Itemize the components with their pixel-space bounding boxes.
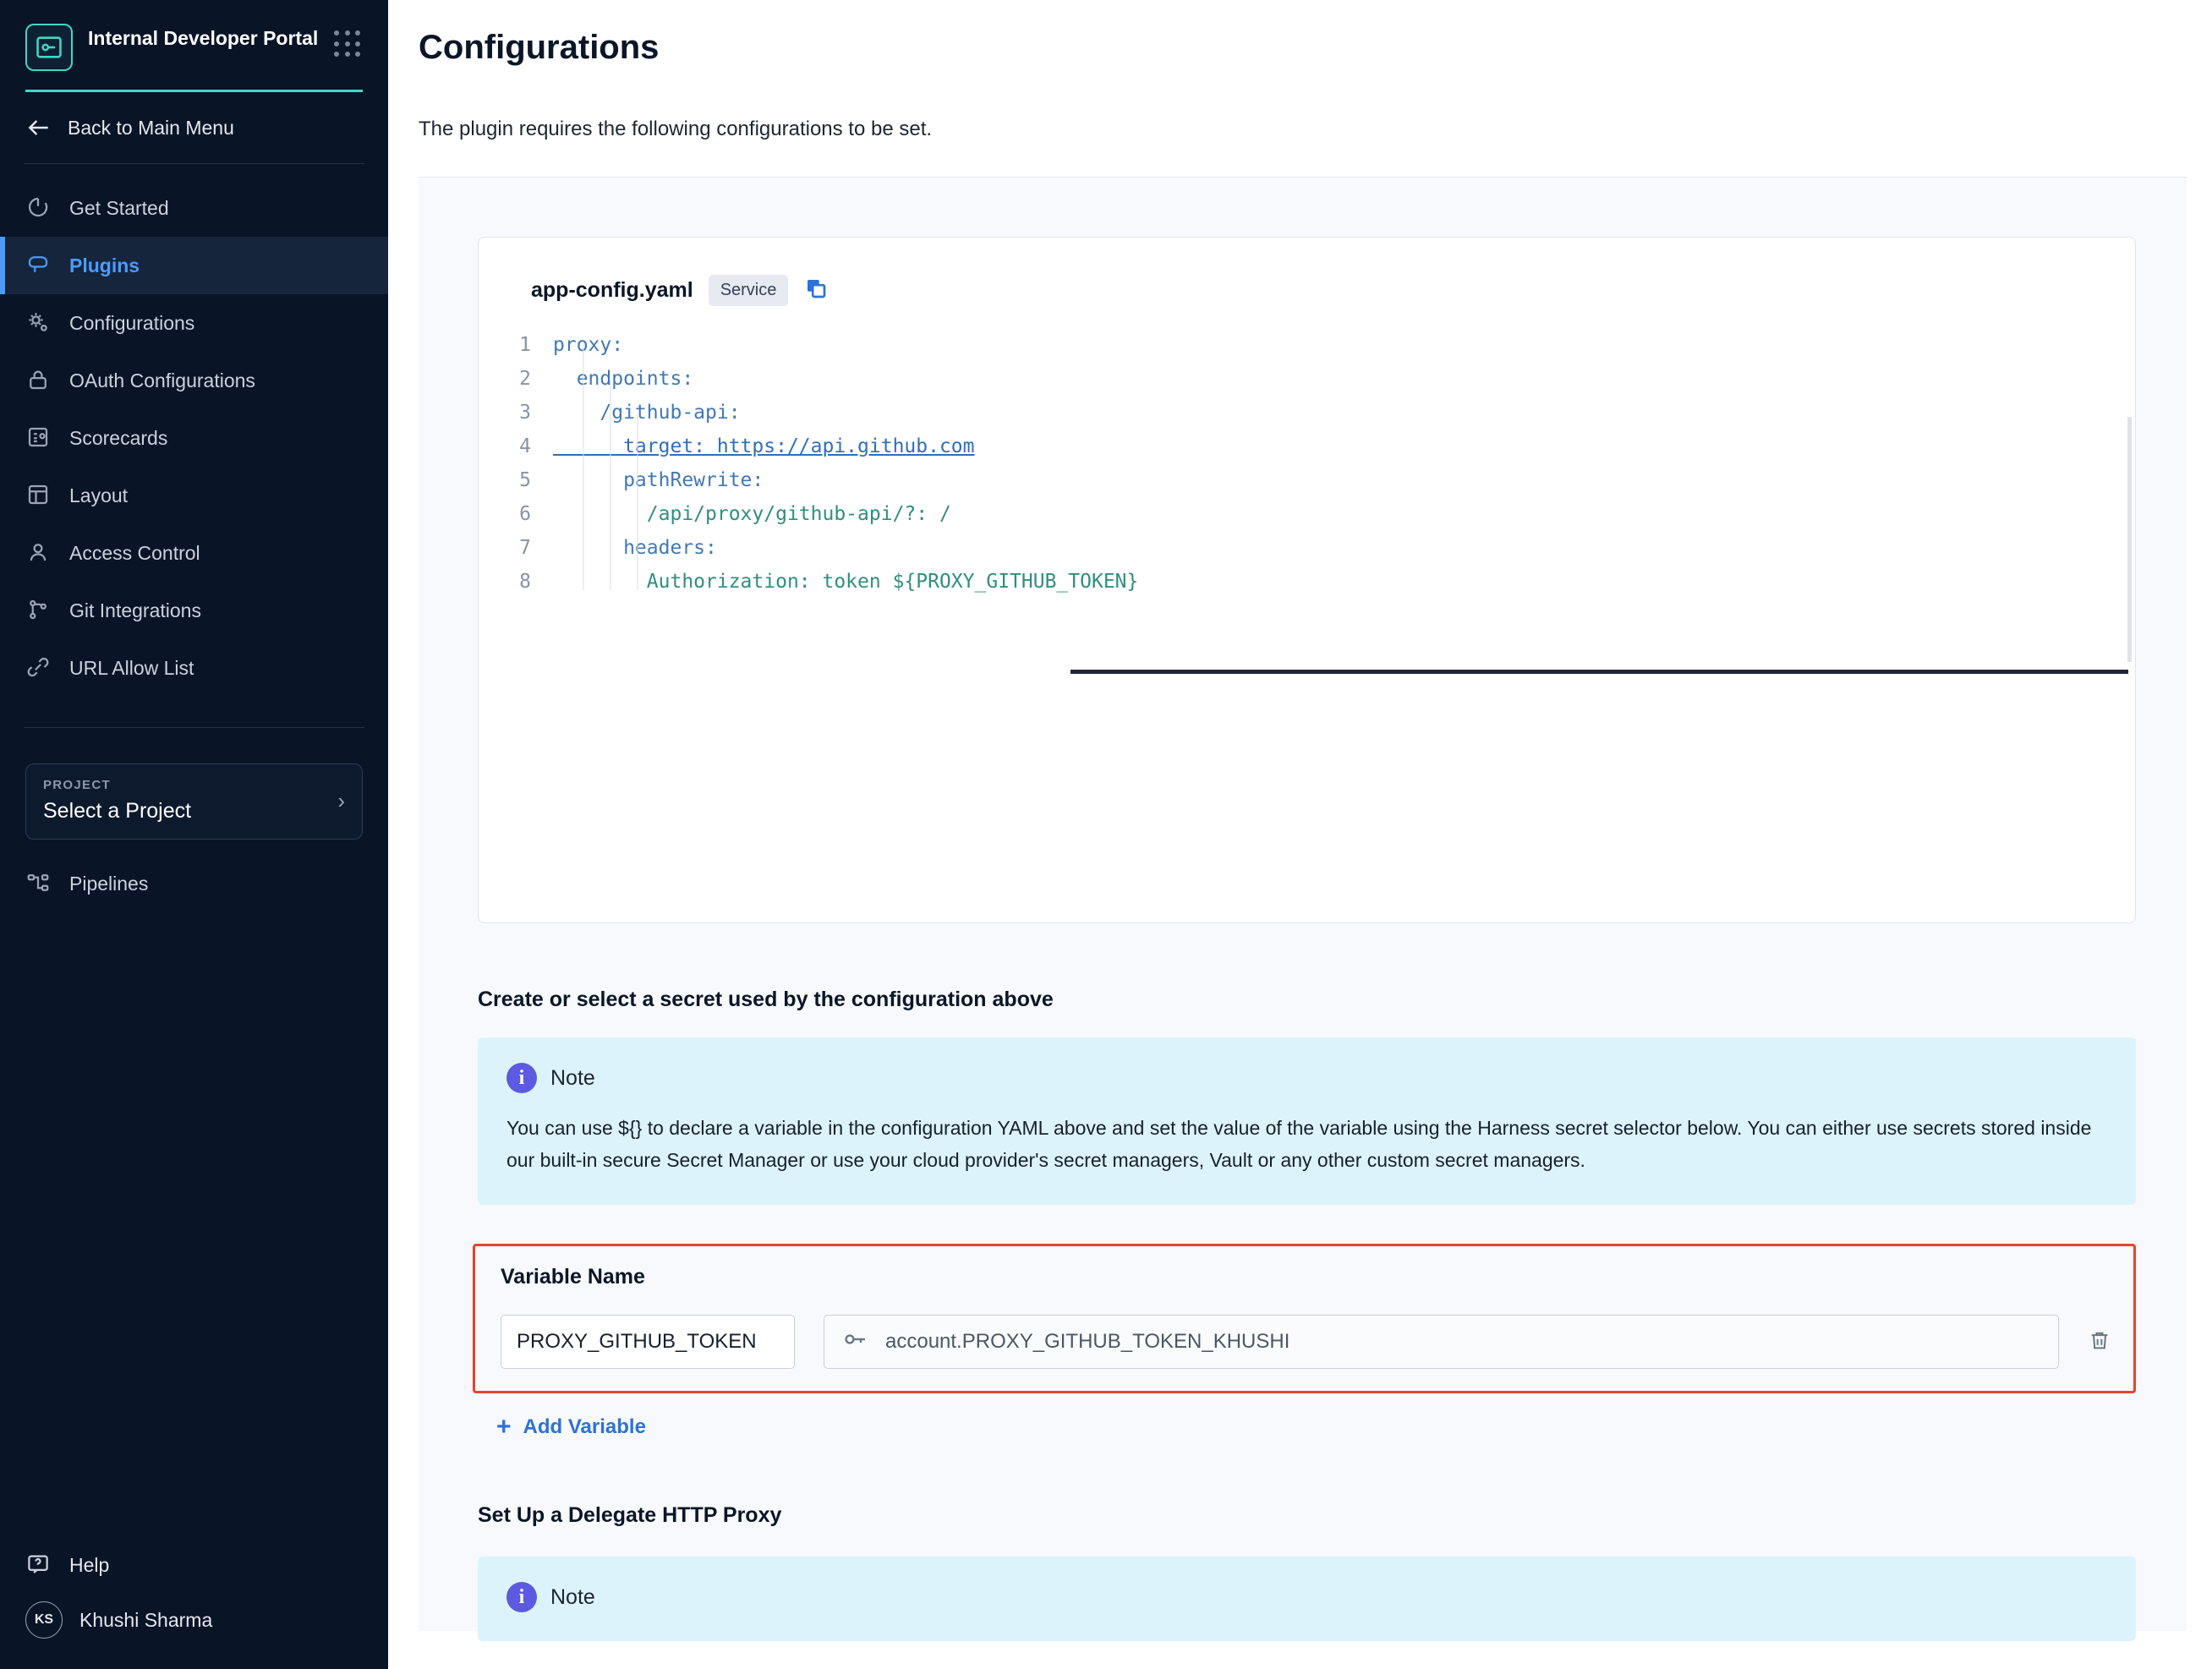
sidebar-divider-2	[24, 727, 364, 728]
line-text: endpoints:	[553, 368, 694, 390]
note-body: You can use ${} to declare a variable in the configuration YAML above and set the value of the variable using the Harness secret selector below. You can either use secrets stored inside our built-in secure Secret Manager or use your cloud provider's secret managers, Vault or any other custom secret managers.	[506, 1117, 2092, 1171]
line-number: 8	[519, 571, 531, 593]
line-text: proxy:	[553, 334, 624, 356]
project-value: Select a Project	[43, 799, 192, 823]
pipeline-icon	[25, 870, 52, 897]
sidebar-item-label: Get Started	[69, 196, 169, 219]
sidebar-item-label: Layout	[69, 484, 129, 506]
sidebar-item-label: Pipelines	[69, 872, 149, 895]
sidebar-item-layout[interactable]	[0, 467, 388, 524]
line-text: headers:	[553, 537, 717, 559]
line-text: target: https://api.github.com	[553, 435, 975, 457]
user-name: Khushi Sharma	[79, 1608, 213, 1631]
line-number: 1	[519, 334, 531, 356]
layout-icon	[25, 482, 52, 509]
note-header	[506, 1582, 2107, 1612]
sidebar-item-git-integrations[interactable]	[0, 582, 388, 639]
sidebar-item-pipelines[interactable]	[0, 840, 388, 897]
sidebar-item-label: Git Integrations	[69, 599, 201, 621]
app-grid-icon[interactable]	[334, 30, 363, 59]
sidebar-item-get-started[interactable]	[0, 179, 388, 237]
back-label: Back to Main Menu	[68, 116, 234, 139]
sidebar-item-access-control[interactable]	[0, 524, 388, 582]
info-icon: i	[506, 1063, 537, 1093]
help-icon	[25, 1551, 52, 1579]
add-variable-button[interactable]	[496, 1415, 2187, 1439]
git-branch-icon	[25, 597, 52, 624]
yaml-filename: app-config.yaml	[531, 278, 693, 302]
sidebar-item-label: Configurations	[69, 311, 195, 334]
line-number: 5	[519, 469, 531, 491]
indent-guides-icon	[479, 328, 732, 607]
yaml-code-body[interactable]	[479, 328, 2135, 599]
yaml-code-card	[478, 237, 2136, 923]
power-icon	[25, 194, 52, 222]
line-number: 3	[519, 402, 531, 424]
vertical-scrollbar[interactable]	[2127, 417, 2132, 662]
sidebar-item-oauth-configurations[interactable]	[0, 352, 388, 409]
sidebar	[0, 0, 388, 1669]
line-number: 6	[519, 503, 531, 525]
sidebar-item-scorecards[interactable]	[0, 409, 388, 467]
line-text: pathRewrite:	[553, 469, 764, 491]
sidebar-nav	[0, 164, 388, 697]
help-label: Help	[69, 1553, 110, 1576]
variable-name-input[interactable]	[501, 1315, 795, 1369]
copy-icon[interactable]	[803, 276, 829, 305]
yaml-card-header	[479, 238, 2135, 306]
sidebar-item-label: Plugins	[69, 254, 140, 276]
sidebar-item-label: Scorecards	[69, 426, 168, 449]
user-icon	[25, 539, 52, 566]
brand-title: Internal Developer Portal	[88, 27, 319, 49]
delegate-section-heading: Set Up a Delegate HTTP Proxy	[478, 1503, 782, 1527]
arrow-left-icon	[25, 114, 52, 141]
variable-name-label: Variable Name	[501, 1265, 645, 1289]
plus-icon: +	[496, 1413, 512, 1441]
page-subtitle: The plugin requires the following configurations to be set.	[419, 118, 933, 140]
chevron-right-icon: ›	[337, 787, 345, 813]
variable-name-highlight-box	[473, 1244, 2136, 1393]
line-text: Authorization: token ${PROXY_GITHUB_TOKEN}	[553, 571, 1139, 593]
line-text: /github-api:	[553, 402, 741, 424]
service-badge: Service	[709, 275, 789, 306]
add-variable-label: Add Variable	[523, 1415, 646, 1438]
main-content	[388, 0, 2212, 1669]
gears-icon	[25, 309, 52, 337]
secret-section-heading: Create or select a secret used by the configuration above	[478, 988, 1054, 1011]
key-icon	[843, 1330, 868, 1354]
info-icon: i	[506, 1582, 537, 1612]
brand	[0, 0, 388, 71]
page-title: Configurations	[419, 29, 660, 66]
line-number: 4	[519, 435, 531, 457]
project-label: PROJECT	[43, 778, 111, 792]
sidebar-item-plugins[interactable]	[0, 237, 388, 294]
trash-icon[interactable]	[2088, 1327, 2111, 1357]
secret-selector-input[interactable]	[824, 1315, 2059, 1369]
back-to-main-menu-button[interactable]	[0, 92, 388, 163]
sidebar-footer	[0, 1529, 388, 1669]
portal-logo-icon	[25, 24, 73, 71]
link-icon	[25, 654, 52, 681]
secret-note	[478, 1037, 2136, 1205]
horizontal-scrollbar[interactable]	[1070, 670, 2128, 674]
sidebar-item-label: URL Allow List	[69, 656, 194, 679]
note-title: Note	[550, 1065, 595, 1090]
project-selector[interactable]	[25, 763, 363, 840]
secret-value: account.PROXY_GITHUB_TOKEN_KHUSHI	[885, 1330, 1290, 1353]
line-text: /api/proxy/github-api/?: /	[553, 503, 951, 525]
note-header	[506, 1063, 2107, 1093]
delegate-note	[478, 1557, 2136, 1641]
help-button[interactable]	[0, 1529, 388, 1601]
user-menu[interactable]	[0, 1601, 388, 1669]
note-title: Note	[550, 1584, 595, 1609]
line-number: 7	[519, 537, 531, 559]
scorecard-icon	[25, 424, 52, 451]
plugin-icon	[25, 252, 52, 279]
lock-icon	[25, 367, 52, 394]
configurations-panel	[419, 177, 2187, 1631]
sidebar-item-label: OAuth Configurations	[69, 369, 255, 391]
sidebar-item-url-allow-list[interactable]	[0, 639, 388, 697]
sidebar-item-configurations[interactable]	[0, 294, 388, 352]
avatar: KS	[25, 1601, 63, 1639]
line-number: 2	[519, 368, 531, 390]
variable-row	[501, 1315, 2111, 1369]
sidebar-item-label: Access Control	[69, 541, 200, 564]
